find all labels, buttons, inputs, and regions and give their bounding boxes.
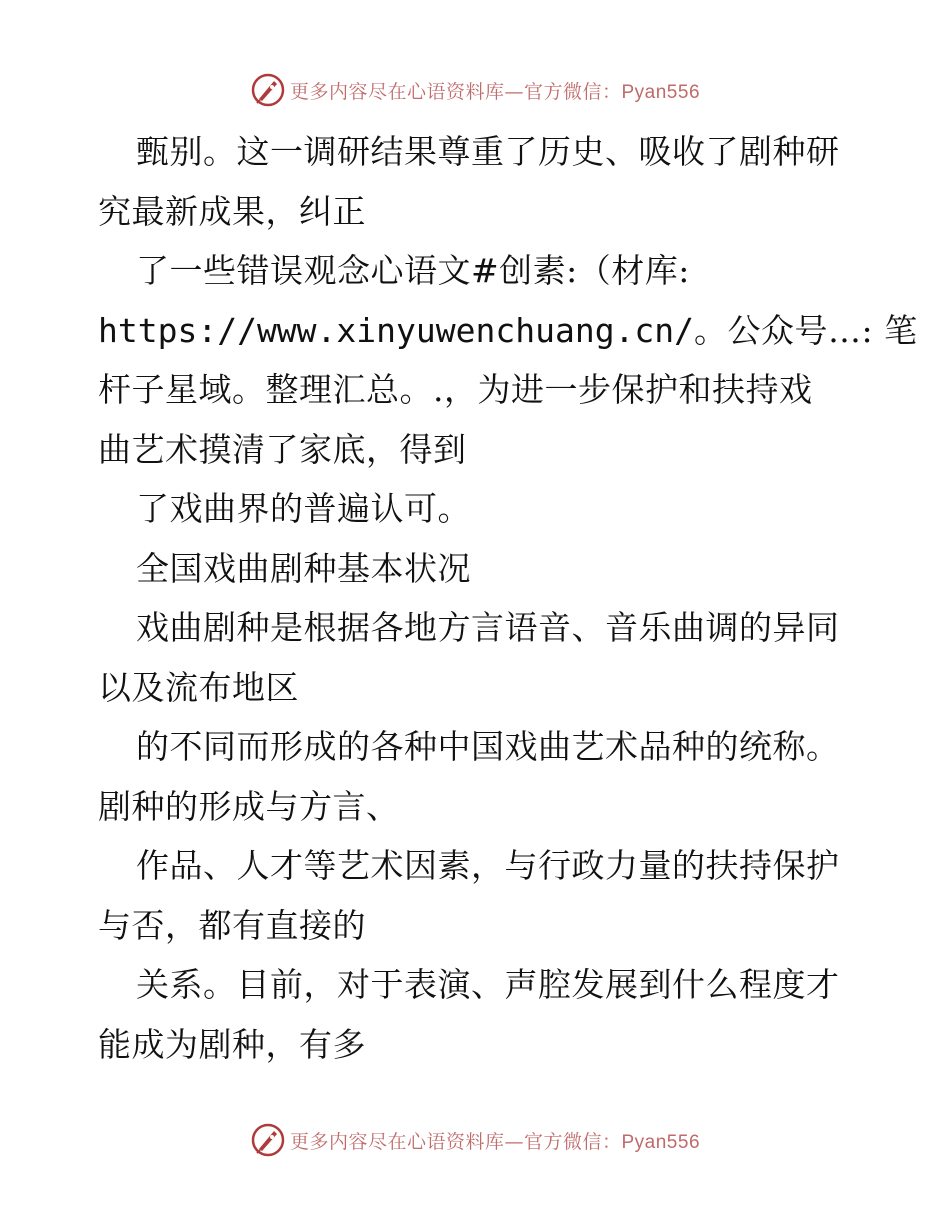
text-line: 甄别。这一调研结果尊重了历史、吸收了剧种研 — [136, 132, 840, 171]
text-line: 了一些错误观念心语文#创素:（材库: — [136, 251, 690, 290]
quill-pen-logo-icon — [250, 1122, 286, 1158]
text-line: 戏曲剧种是根据各地方言语音、音乐曲调的异同 — [136, 608, 840, 647]
footer-watermark-banner — [0, 1120, 950, 1160]
text-line: 曲艺术摸清了家底，得到 — [98, 429, 467, 469]
footer-watermark — [250, 1122, 700, 1158]
text-line — [98, 301, 918, 361]
text-line: 的不同而形成的各种中国戏曲艺术品种的统称。 — [136, 727, 840, 766]
line-rest-text: 。公众号…: 笔 — [694, 310, 918, 350]
text-line: 作品、人才等艺术因素，与行政力量的扶持保护 — [136, 846, 840, 885]
text-line: 与否，都有直接的 — [98, 905, 366, 945]
text-line: 了戏曲界的普遍认可。 — [136, 489, 471, 528]
url-text: https://www.xinyuwenchuang.cn/ — [98, 310, 695, 350]
text-line: 究最新成果，纠正 — [98, 191, 366, 231]
document-body — [98, 122, 918, 1074]
text-line: 杆子星域。整理汇总。.，为进一步保护和扶持戏 — [98, 370, 813, 409]
text-line: 全国戏曲剧种基本状况 — [136, 548, 471, 588]
text-line: 关系。目前，对于表演、声腔发展到什么程度才 — [136, 965, 840, 1004]
watermark-text: 更多内容尽在心语资料库—官方微信：Pyan556 — [289, 1130, 701, 1153]
text-line: 能成为剧种，有多 — [98, 1024, 366, 1064]
text-line: 剧种的形成与方言、 — [98, 786, 400, 826]
header-watermark — [250, 72, 700, 108]
quill-pen-logo-icon — [250, 72, 286, 108]
wechat-id: Pyan556 — [621, 1131, 701, 1153]
watermark-text: 更多内容尽在心语资料库—官方微信：Pyan556 — [289, 80, 701, 103]
wechat-id: Pyan556 — [621, 81, 701, 103]
header-watermark-banner — [0, 70, 950, 110]
text-line: 以及流布地区 — [98, 667, 299, 707]
